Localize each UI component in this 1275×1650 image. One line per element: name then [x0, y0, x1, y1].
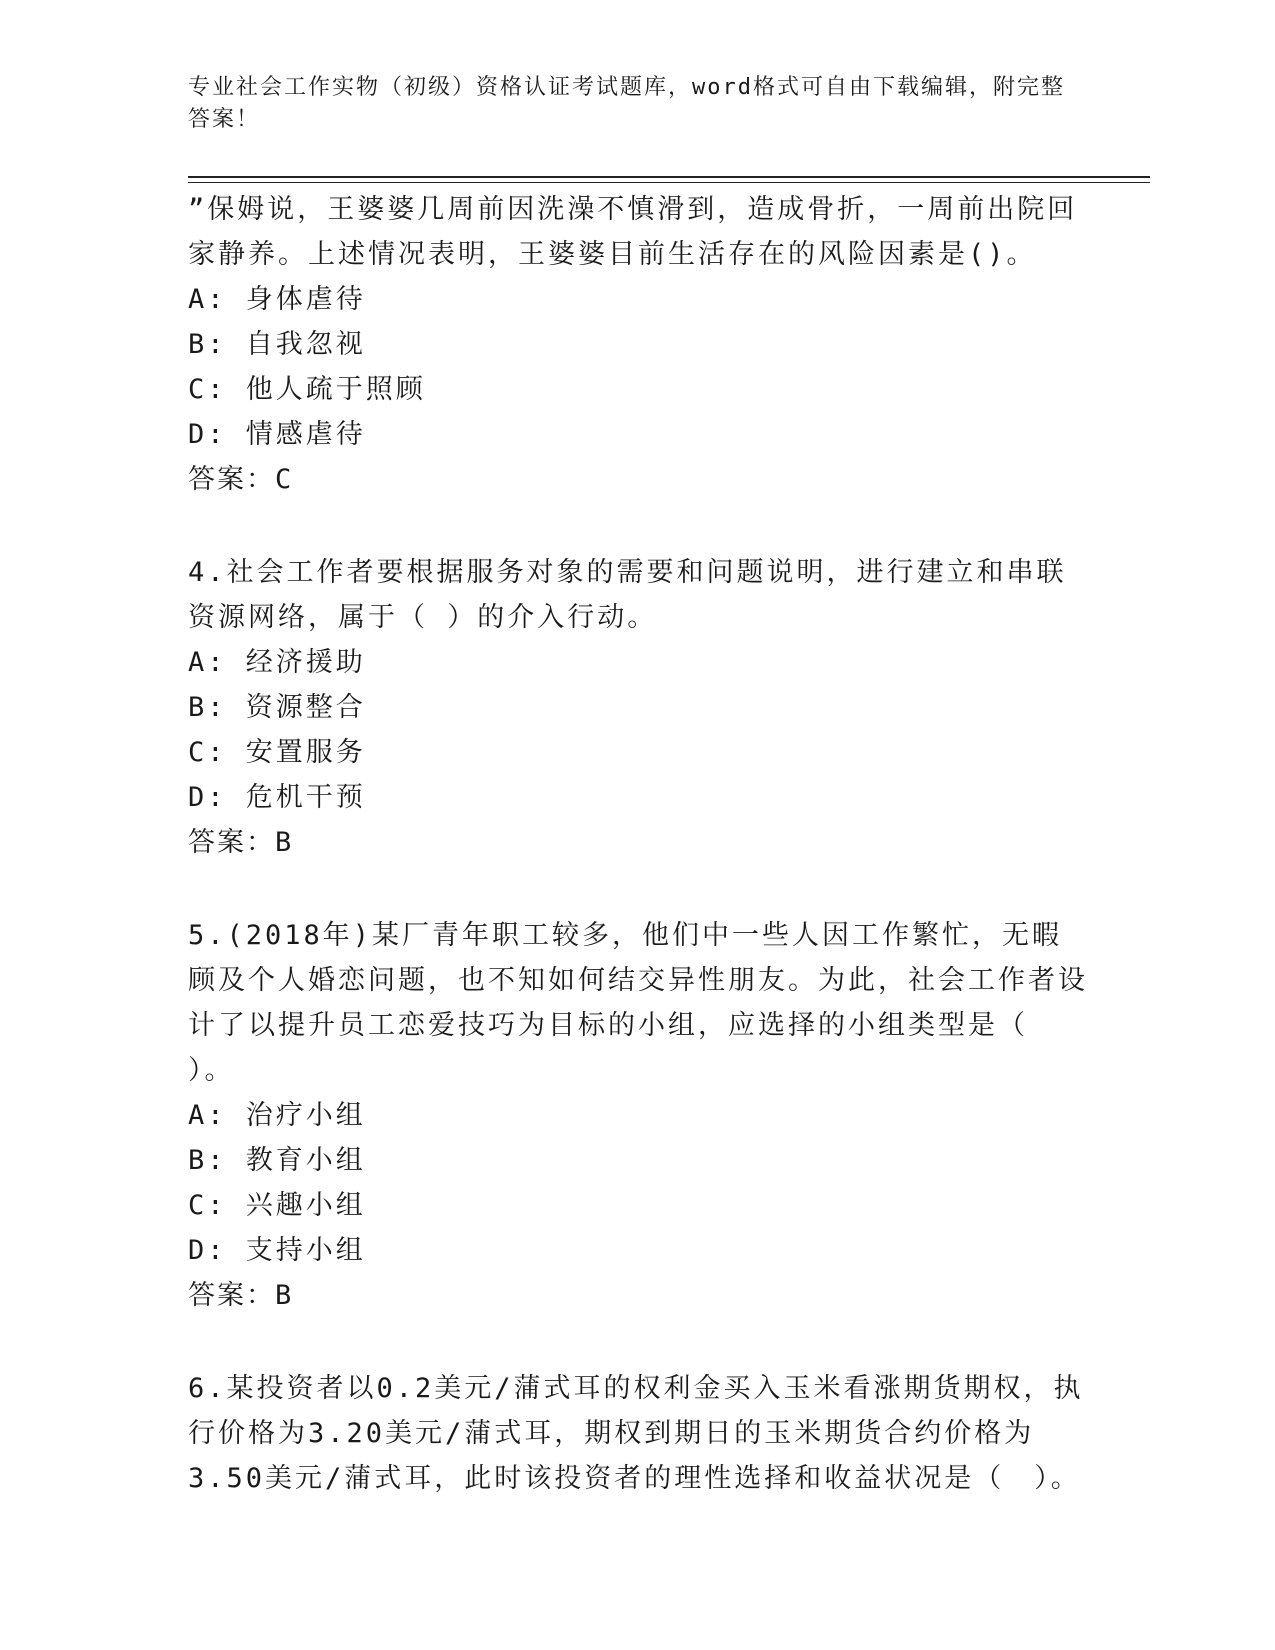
option-b: B: 资源整合: [188, 692, 366, 723]
question-block: [188, 1366, 1088, 1501]
question-block: [188, 187, 1088, 502]
answer-line: [188, 457, 1088, 502]
option-b: B: 自我忽视: [188, 329, 366, 360]
option-b: B: 教育小组: [188, 1145, 366, 1176]
spacer: [188, 1318, 1088, 1366]
answer-line: [188, 820, 1088, 865]
answer-value: B: [275, 827, 292, 858]
answer-value: C: [275, 464, 292, 495]
answer-line: [188, 1273, 1088, 1318]
option-a: A: 治疗小组: [188, 1100, 366, 1131]
header-rule-thick: [188, 176, 1150, 178]
question-list: [188, 187, 1088, 1501]
answer-label: 答案：: [188, 464, 275, 495]
option-c: C: 安置服务: [188, 737, 366, 768]
document-header: 专业社会工作实物（初级）资格认证考试题库，word格式可自由下载编辑，附完整答案！: [188, 75, 1065, 132]
spacer: [188, 502, 1088, 550]
question-block: [188, 913, 1088, 1318]
question-text: 6.某投资者以0.2美元/蒲式耳的权利金买入玉米看涨期货期权，执行价格为3.20美元/蒲式耳，期权到期日的玉米期货合约价格为3.50美元/蒲式耳，此时该投资者的理性选择和收益状况是（ ）。: [188, 1373, 1084, 1494]
option-d: D: 危机干预: [188, 782, 366, 813]
question-text: ”保姆说，王婆婆几周前因洗澡不慎滑到，造成骨折，一周前出院回家静养。上述情况表明，王婆婆目前生活存在的风险因素是()。: [188, 194, 1078, 270]
option-d: D: 情感虐待: [188, 419, 366, 450]
header-rule-thin: [188, 182, 1150, 183]
option-c: C: 他人疏于照顾: [188, 374, 426, 405]
option-c: C: 兴趣小组: [188, 1190, 366, 1221]
option-d: D: 支持小组: [188, 1235, 366, 1266]
option-a: A: 经济援助: [188, 647, 366, 678]
answer-value: B: [275, 1280, 292, 1311]
spacer: [188, 865, 1088, 913]
option-a: A: 身体虐待: [188, 284, 366, 315]
answer-label: 答案：: [188, 827, 275, 858]
question-text: 5.(2018年)某厂青年职工较多，他们中一些人因工作繁忙，无暇顾及个人婚恋问题，也不知如何结交异性朋友。为此，社会工作者设计了以提升员工恋爱技巧为目标的小组，应选择的小组类型是（ ）。: [188, 920, 1088, 1086]
question-text: 4.社会工作者要根据服务对象的需要和问题说明，进行建立和串联资源网络，属于（ ）的介入行动。: [188, 557, 1067, 633]
answer-label: 答案：: [188, 1280, 275, 1311]
question-block: [188, 550, 1088, 865]
